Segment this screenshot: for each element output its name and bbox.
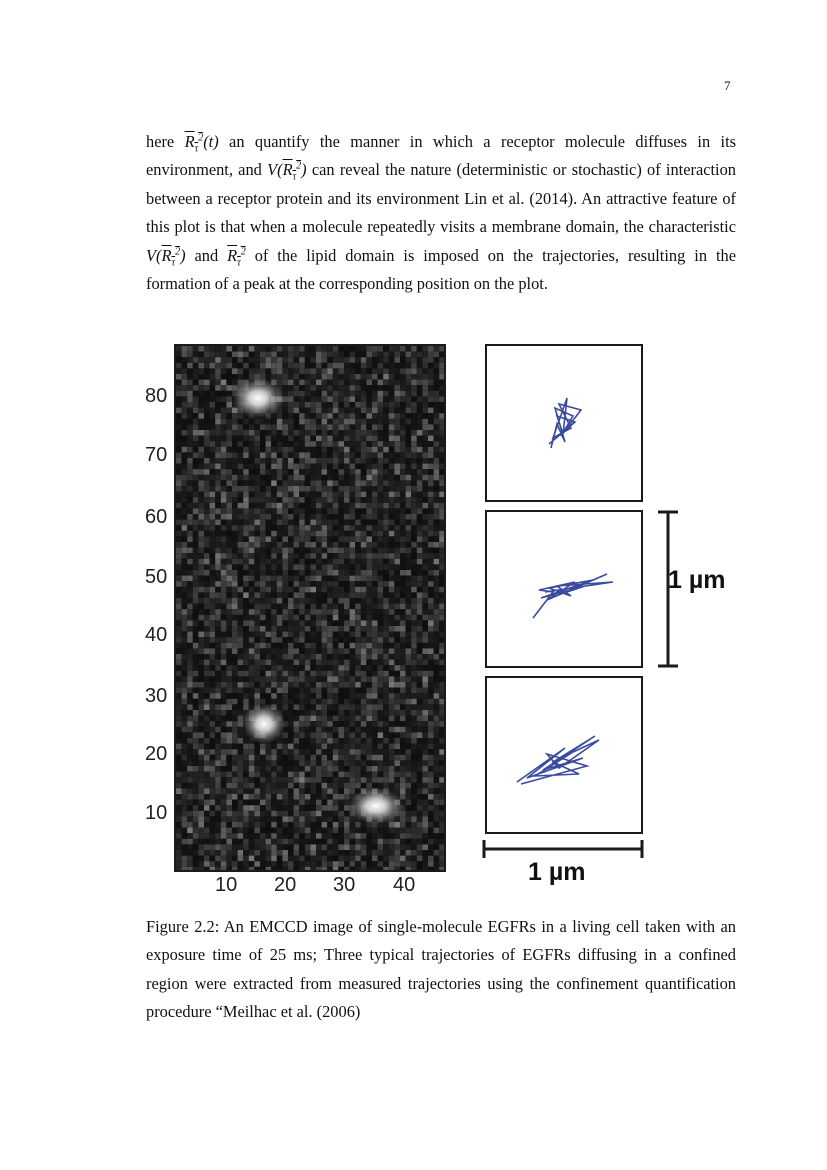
trajectory-1 — [487, 346, 641, 500]
y-tick-label: 80 — [145, 385, 168, 407]
trajectory-3 — [487, 678, 641, 832]
figure-caption: Figure 2.2: An EMCCD image of single-molecule EGFRs in a living cell taken with an exposure time of 25 ms; Three typical trajectories of EGFRs diffusing in a confined region were extracted from measured trajectories using the confinement quantification procedure “Meilhac et al. (2006) — [146, 917, 736, 1022]
emccd-noise-image — [176, 346, 444, 870]
x-tick-label: 10 — [215, 874, 238, 896]
trajectory-panel-1 — [485, 344, 643, 502]
y-tick-label: 70 — [145, 444, 168, 466]
mean-r-tau-squared: $R_\tau^2$ — [227, 245, 246, 268]
variance-expression-2: $V(R_\tau^2)$ — [146, 245, 186, 268]
y-tick-label: 30 — [145, 685, 168, 707]
x-tick-label: 20 — [274, 874, 297, 896]
y-tick-label: 60 — [145, 506, 168, 528]
fluorescent-spot — [348, 788, 404, 824]
horizontal-scale-bar — [482, 838, 644, 860]
x-tick-label: 40 — [393, 874, 416, 896]
trajectory-panel-2 — [485, 510, 643, 668]
page-number: 7 — [724, 78, 731, 93]
emccd-image — [174, 344, 446, 872]
body-paragraph: here $R_\tau^2(t)$ an quantify the manner in which a receptor molecule diffuses in its environment, and $V(R_\tau^2)$ can reveal the nature (deterministic or stochastic) of interaction between a receptor protein and its environment Lin et al. (2014). An attractive feature of this plot is that when a molecule repeatedly visits a membrane domain, the characteristic $V(R_\tau^2)$ and $R_\tau^2$ of the lipid domain is imposed on the trajectories, resulting in the formation of a peak at the corresponding position on the plot. — [146, 132, 736, 294]
y-tick-label: 20 — [145, 743, 168, 765]
horizontal-scale-label: 1 µm — [528, 858, 586, 886]
mean-r-tau-squared-t: $R_\tau^2$ — [184, 132, 204, 155]
vertical-scale-label: 1 µm — [668, 566, 726, 594]
fluorescent-spot — [242, 704, 286, 744]
y-tick-label: 10 — [145, 802, 168, 824]
variance-expression-1: $V(R_\tau^2)$ — [267, 160, 307, 183]
y-tick-label: 50 — [145, 566, 168, 588]
x-tick-label: 30 — [333, 874, 356, 896]
figure-2-2 — [140, 340, 750, 900]
trajectory-panel-3 — [485, 676, 643, 834]
fluorescent-spot — [232, 378, 284, 418]
y-tick-label: 40 — [145, 624, 168, 646]
trajectory-2 — [487, 512, 641, 666]
